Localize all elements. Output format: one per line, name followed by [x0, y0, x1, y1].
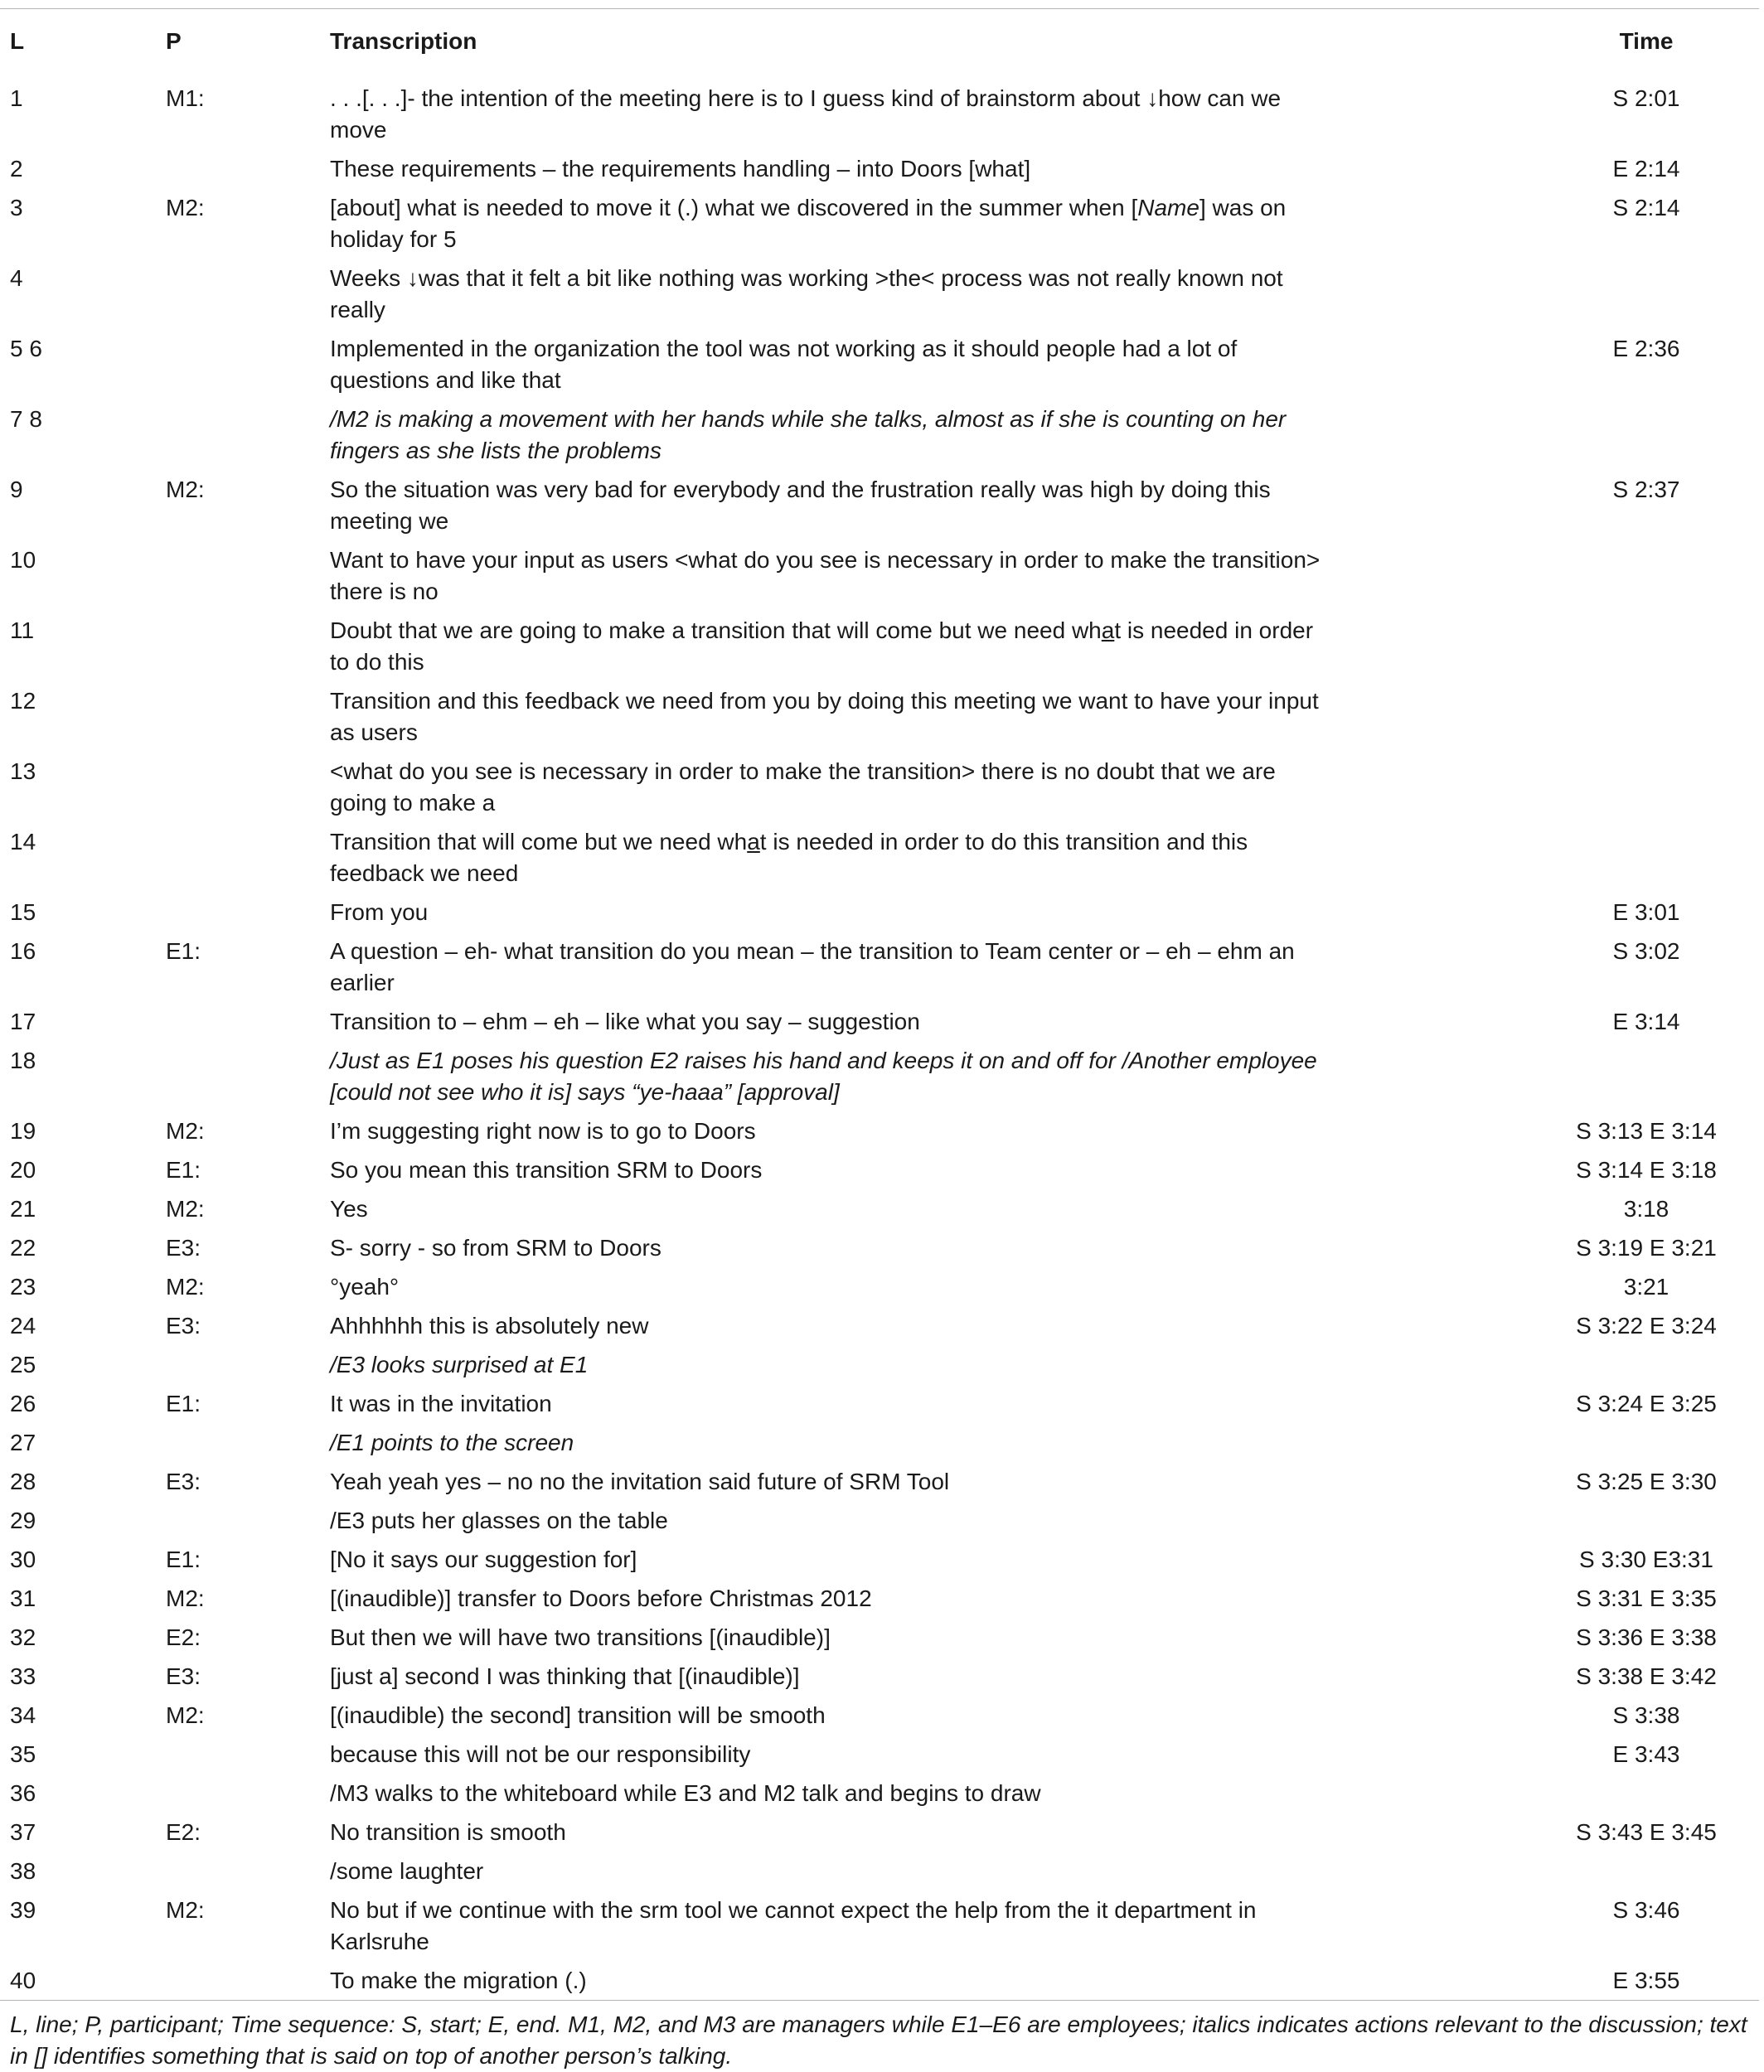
line-number-cell: 31	[10, 1585, 36, 1611]
transcript-table-container	[0, 8, 1759, 2072]
time-cell	[1489, 822, 1759, 893]
table-row	[0, 1501, 1759, 1540]
table-row	[0, 1267, 1759, 1306]
participant-cell: M2:	[166, 1196, 205, 1222]
table-row	[0, 188, 1759, 259]
table-row	[0, 611, 1759, 681]
line-number-cell: 20	[10, 1157, 36, 1183]
table-row	[0, 1189, 1759, 1228]
line-number-cell: 24	[10, 1313, 36, 1339]
transcription-text-segment: Doubt that we are going to make a transition that will come but we need wh	[330, 617, 1102, 643]
time-cell	[1489, 1852, 1759, 1890]
table-row	[0, 932, 1759, 1002]
table-row	[0, 893, 1759, 932]
transcription-cell: No transition is smooth	[330, 1819, 566, 1845]
line-number-cell: 18	[10, 1048, 36, 1073]
time-cell: S 3:19 E 3:21	[1576, 1235, 1717, 1261]
table-footnote: L, line; P, participant; Time sequence: S, start; E, end. M1, M2, and M3 are managers while E1–E6 are employees; italics indicates actions relevant to the discussion; text in [] identifies something that is said on top of another person’s talking.	[10, 2011, 1747, 2069]
transcription-text-segment: [about] what is needed to move it (.) what we discovered in the summer when [	[330, 195, 1138, 220]
line-number-cell: 32	[10, 1624, 36, 1650]
transcription-cell	[330, 822, 1489, 893]
time-cell: S 2:01	[1612, 85, 1680, 111]
time-cell: S 2:14	[1612, 195, 1680, 220]
time-cell: E 3:55	[1612, 1968, 1680, 1993]
time-cell	[1489, 681, 1759, 752]
time-cell	[1489, 611, 1759, 681]
table-row	[0, 822, 1759, 893]
time-cell: E 3:14	[1612, 1009, 1680, 1034]
table-row	[0, 540, 1759, 611]
time-cell: 3:18	[1623, 1196, 1670, 1222]
participant-cell	[166, 752, 330, 822]
transcription-cell: Transition to – ehm – eh – like what you say – suggestion	[330, 1009, 920, 1034]
participant-cell: E1:	[166, 1547, 201, 1572]
column-header-line: L	[10, 28, 25, 54]
transcription-cell: Weeks ↓was that it felt a bit like nothing was working >the< process was not really known not really	[330, 265, 1283, 322]
participant-cell	[166, 1961, 330, 2000]
transcription-cell: To make the migration (.)	[330, 1968, 587, 1993]
transcription-cell: /M3 walks to the whiteboard while E3 and M2 talk and begins to draw	[330, 1780, 1041, 1806]
table-row	[0, 1657, 1759, 1696]
time-cell	[1489, 540, 1759, 611]
transcription-cell: A question – eh- what transition do you mean – the transition to Team center or – eh – ehm an earlier	[330, 938, 1295, 995]
transcription-cell: No but if we continue with the srm tool we cannot expect the help from the it department in Karlsruhe	[330, 1897, 1257, 1954]
participant-cell	[166, 1852, 330, 1890]
table-row	[0, 752, 1759, 822]
participant-cell	[166, 259, 330, 329]
transcription-cell: <what do you see is necessary in order to make the transition> there is no doubt that we are going to make a	[330, 758, 1276, 816]
line-number-cell: 25	[10, 1352, 36, 1377]
transcription-cell: Want to have your input as users <what do you see is necessary in order to make the transition> there is no	[330, 547, 1321, 604]
column-header-time: Time	[1619, 28, 1674, 54]
time-cell	[1489, 1041, 1759, 1111]
table-row	[0, 1890, 1759, 1961]
time-cell: S 3:24 E 3:25	[1576, 1391, 1717, 1416]
table-row	[0, 399, 1759, 470]
transcription-cell: [just a] second I was thinking that [(inaudible)]	[330, 1663, 800, 1689]
time-cell: S 3:38 E 3:42	[1576, 1663, 1717, 1689]
time-cell: S 3:38	[1612, 1702, 1680, 1728]
table-row	[0, 1540, 1759, 1579]
participant-cell	[166, 1774, 330, 1813]
participant-cell	[166, 1735, 330, 1774]
table-row	[0, 1228, 1759, 1267]
line-number-cell: 37	[10, 1819, 36, 1845]
transcription-cell: It was in the invitation	[330, 1391, 552, 1416]
time-cell: S 3:02	[1612, 938, 1680, 964]
table-row	[0, 681, 1759, 752]
line-number-cell: 23	[10, 1274, 36, 1300]
participant-cell: M2:	[166, 195, 205, 220]
participant-cell	[166, 893, 330, 932]
table-row	[0, 470, 1759, 540]
line-number-cell: 40	[10, 1968, 36, 1993]
line-number-cell: 27	[10, 1430, 36, 1455]
participant-cell: M1:	[166, 85, 205, 111]
time-cell: S 2:37	[1612, 477, 1680, 502]
participant-cell: E2:	[166, 1624, 201, 1650]
transcription-text-segment: t is needed in order to do this	[330, 617, 1314, 675]
time-cell: E 3:01	[1612, 899, 1680, 925]
transcription-cell: I’m suggesting right now is to go to Doors	[330, 1118, 756, 1144]
participant-cell: M2:	[166, 1897, 205, 1923]
line-number-cell: 9	[10, 477, 23, 502]
transcription-cell: S- sorry - so from SRM to Doors	[330, 1235, 662, 1261]
table-row	[0, 70, 1759, 149]
time-cell: S 3:22 E 3:24	[1576, 1313, 1717, 1339]
table-row	[0, 259, 1759, 329]
table-body	[0, 70, 1759, 2000]
participant-cell	[166, 1345, 330, 1384]
line-number-cell: 35	[10, 1741, 36, 1767]
line-number-cell: 17	[10, 1009, 36, 1034]
table-row	[0, 1150, 1759, 1189]
participant-cell: M2:	[166, 477, 205, 502]
table-row	[0, 1345, 1759, 1384]
column-header-transcription: Transcription	[330, 28, 477, 54]
participant-cell: E3:	[166, 1313, 201, 1339]
participant-cell	[166, 329, 330, 399]
table-row	[0, 1462, 1759, 1501]
participant-cell: E1:	[166, 1157, 201, 1183]
table-row	[0, 1111, 1759, 1150]
transcription-cell: . . .[. . .]- the intention of the meeting here is to I guess kind of brainstorm about ↓how can we move	[330, 85, 1282, 143]
time-cell	[1489, 752, 1759, 822]
line-number-cell: 1	[10, 85, 23, 111]
line-number-cell: 21	[10, 1196, 36, 1222]
time-cell	[1489, 1345, 1759, 1384]
line-number-cell: 19	[10, 1118, 36, 1144]
line-number-cell: 7 8	[10, 406, 42, 432]
transcription-cell: So the situation was very bad for everybody and the frustration really was high by doing this meeting we	[330, 477, 1271, 534]
table-row	[0, 1961, 1759, 2000]
table-row	[0, 1852, 1759, 1890]
participant-cell	[166, 1002, 330, 1041]
line-number-cell: 15	[10, 899, 36, 925]
transcription-cell: But then we will have two transitions [(inaudible)]	[330, 1624, 831, 1650]
table-row	[0, 1002, 1759, 1041]
participant-cell	[166, 681, 330, 752]
transcription-cell: Yes	[330, 1196, 368, 1222]
line-number-cell: 11	[10, 617, 35, 643]
time-cell: S 3:43 E 3:45	[1576, 1819, 1717, 1845]
participant-cell	[166, 149, 330, 188]
line-number-cell: 28	[10, 1469, 36, 1494]
line-number-cell: 26	[10, 1391, 36, 1416]
participant-cell	[166, 540, 330, 611]
time-cell	[1489, 1501, 1759, 1540]
participant-cell: E1:	[166, 1391, 201, 1416]
time-cell: E 3:43	[1612, 1741, 1680, 1767]
line-number-cell: 14	[10, 829, 36, 854]
line-number-cell: 5 6	[10, 336, 42, 361]
time-cell: S 3:31 E 3:35	[1576, 1585, 1717, 1611]
participant-cell	[166, 399, 330, 470]
participant-cell	[166, 1501, 330, 1540]
column-header-participant: P	[166, 28, 182, 54]
transcription-cell: Yeah yeah yes – no no the invitation said future of SRM Tool	[330, 1469, 950, 1494]
table-row	[0, 1579, 1759, 1618]
time-cell	[1489, 1423, 1759, 1462]
table-row	[0, 1774, 1759, 1813]
transcription-stress-segment: a	[747, 829, 760, 854]
table-row	[0, 149, 1759, 188]
line-number-cell: 2	[10, 156, 23, 182]
participant-cell: E3:	[166, 1663, 201, 1689]
transcription-text-segment: Transition that will come but we need wh	[330, 829, 748, 854]
line-number-cell: 29	[10, 1508, 36, 1533]
transcription-cell: /Just as E1 poses his question E2 raises his hand and keeps it on and off for /Another employee [could not see who it is] says “ye-haaa” [approval]	[330, 1048, 1317, 1105]
line-number-cell: 30	[10, 1547, 36, 1572]
transcription-cell: Transition and this feedback we need from you by doing this meeting we want to have your input as users	[330, 688, 1319, 745]
time-cell: S 3:46	[1612, 1897, 1680, 1923]
participant-cell	[166, 822, 330, 893]
transcription-cell: Ahhhhhh this is absolutely new	[330, 1313, 649, 1339]
table-row	[0, 1384, 1759, 1423]
transcription-cell: °yeah°	[330, 1274, 400, 1300]
participant-cell: M2:	[166, 1702, 205, 1728]
line-number-cell: 34	[10, 1702, 36, 1728]
line-number-cell: 3	[10, 195, 23, 220]
participant-cell: E3:	[166, 1469, 201, 1494]
transcription-cell: [No it says our suggestion for]	[330, 1547, 637, 1572]
line-number-cell: 16	[10, 938, 36, 964]
line-number-cell: 39	[10, 1897, 36, 1923]
line-number-cell: 12	[10, 688, 36, 714]
table-row	[0, 329, 1759, 399]
participant-cell: E3:	[166, 1235, 201, 1261]
table-row	[0, 1735, 1759, 1774]
transcription-cell: [(inaudible) the second] transition will be smooth	[330, 1702, 826, 1728]
participant-cell: E1:	[166, 938, 201, 964]
participant-cell: M2:	[166, 1118, 205, 1144]
transcription-text-segment: ] was on holiday for 5	[330, 195, 1287, 252]
transcription-stress-segment: a	[1101, 617, 1115, 643]
participant-cell: E2:	[166, 1819, 201, 1845]
table-row	[0, 1041, 1759, 1111]
time-cell	[1489, 399, 1759, 470]
transcription-cell: From you	[330, 899, 429, 925]
line-number-cell: 13	[10, 758, 36, 784]
line-number-cell: 36	[10, 1780, 36, 1806]
line-number-cell: 4	[10, 265, 23, 291]
line-number-cell: 33	[10, 1663, 36, 1689]
participant-cell	[166, 611, 330, 681]
table-row	[0, 1813, 1759, 1852]
transcription-cell: /M2 is making a movement with her hands while she talks, almost as if she is counting on her fingers as she lists the problems	[330, 406, 1287, 463]
transcription-cell: /E3 puts her glasses on the table	[330, 1508, 668, 1533]
transcription-cell: Implemented in the organization the tool was not working as it should people had a lot of questions and like that	[330, 336, 1238, 393]
table-header-row	[0, 9, 1759, 70]
transcription-text-segment: t is needed in order to do this transition and this feedback we need	[330, 829, 1248, 886]
transcription-cell: So you mean this transition SRM to Doors	[330, 1157, 763, 1183]
transcription-cell: These requirements – the requirements handling – into Doors [what]	[330, 156, 1031, 182]
line-number-cell: 38	[10, 1858, 36, 1884]
time-cell	[1489, 1774, 1759, 1813]
transcription-cell: because this will not be our responsibility	[330, 1741, 751, 1767]
transcription-cell: /E3 looks surprised at E1	[330, 1352, 589, 1377]
time-cell: E 2:14	[1612, 156, 1680, 182]
time-cell: S 3:13 E 3:14	[1576, 1118, 1717, 1144]
time-cell	[1489, 259, 1759, 329]
time-cell: S 3:14 E 3:18	[1576, 1157, 1717, 1183]
participant-cell	[166, 1423, 330, 1462]
participant-cell: M2:	[166, 1585, 205, 1611]
table-row	[0, 1696, 1759, 1735]
transcription-italic-segment: Name	[1137, 195, 1199, 220]
transcription-cell: /some laughter	[330, 1858, 484, 1884]
transcription-cell: /E1 points to the screen	[330, 1430, 574, 1455]
time-cell: 3:21	[1623, 1274, 1670, 1300]
time-cell: E 2:36	[1612, 336, 1680, 361]
time-cell: S 3:25 E 3:30	[1576, 1469, 1717, 1494]
transcription-cell: [(inaudible)] transfer to Doors before Christmas 2012	[330, 1585, 872, 1611]
table-row	[0, 1618, 1759, 1657]
line-number-cell: 22	[10, 1235, 36, 1261]
time-cell: S 3:30 E3:31	[1579, 1547, 1713, 1572]
line-number-cell: 10	[10, 547, 36, 573]
table-row	[0, 1423, 1759, 1462]
transcription-cell	[330, 611, 1489, 681]
transcription-cell	[330, 188, 1489, 259]
transcript-table	[0, 9, 1759, 2000]
participant-cell	[166, 1041, 330, 1111]
participant-cell: M2:	[166, 1274, 205, 1300]
table-row	[0, 1306, 1759, 1345]
time-cell: S 3:36 E 3:38	[1576, 1624, 1717, 1650]
